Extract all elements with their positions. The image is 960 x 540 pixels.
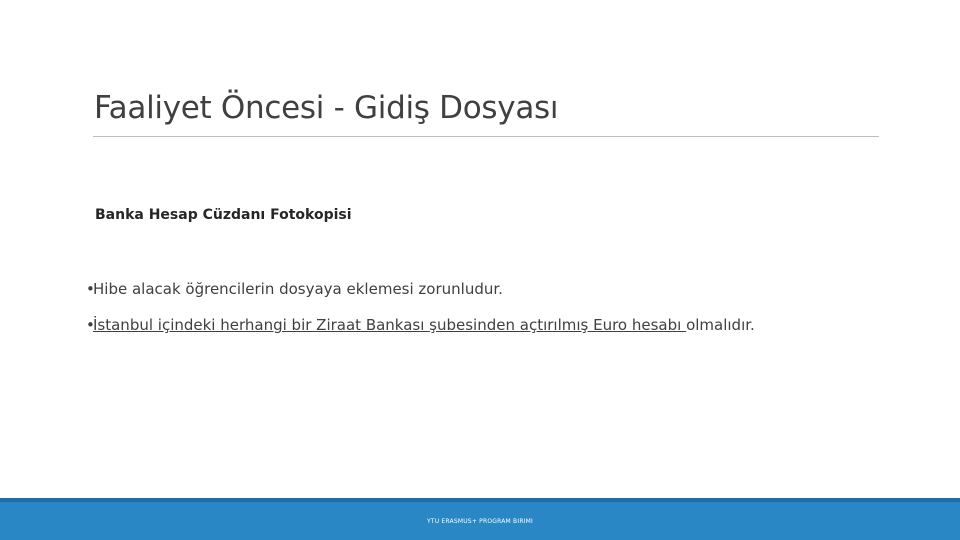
bullet-text: olmalıdır. (686, 316, 755, 334)
bullet-marker: • (86, 316, 95, 334)
bullet-text-underlined: İstanbul içindeki herhangi bir Ziraat Bankası şubesinden açtırılmış Euro hesabı (93, 316, 687, 334)
bullet-item (86, 314, 755, 336)
slide-title: Faaliyet Öncesi - Gidiş Dosyası (94, 90, 559, 126)
title-divider (93, 136, 879, 137)
section-subheading: Banka Hesap Cüzdanı Fotokopisi (95, 207, 352, 223)
bullet-list (86, 278, 755, 350)
bullet-text: Hibe alacak öğrencilerin dosyaya eklemesi zorunludur. (93, 280, 503, 298)
bullet-marker: • (86, 280, 95, 298)
bullet-item (86, 278, 755, 300)
footer-text: YTU ERASMUS+ PROGRAM BIRIMI (426, 518, 533, 525)
footer-stripe (0, 498, 960, 502)
footer-bar (0, 498, 960, 540)
